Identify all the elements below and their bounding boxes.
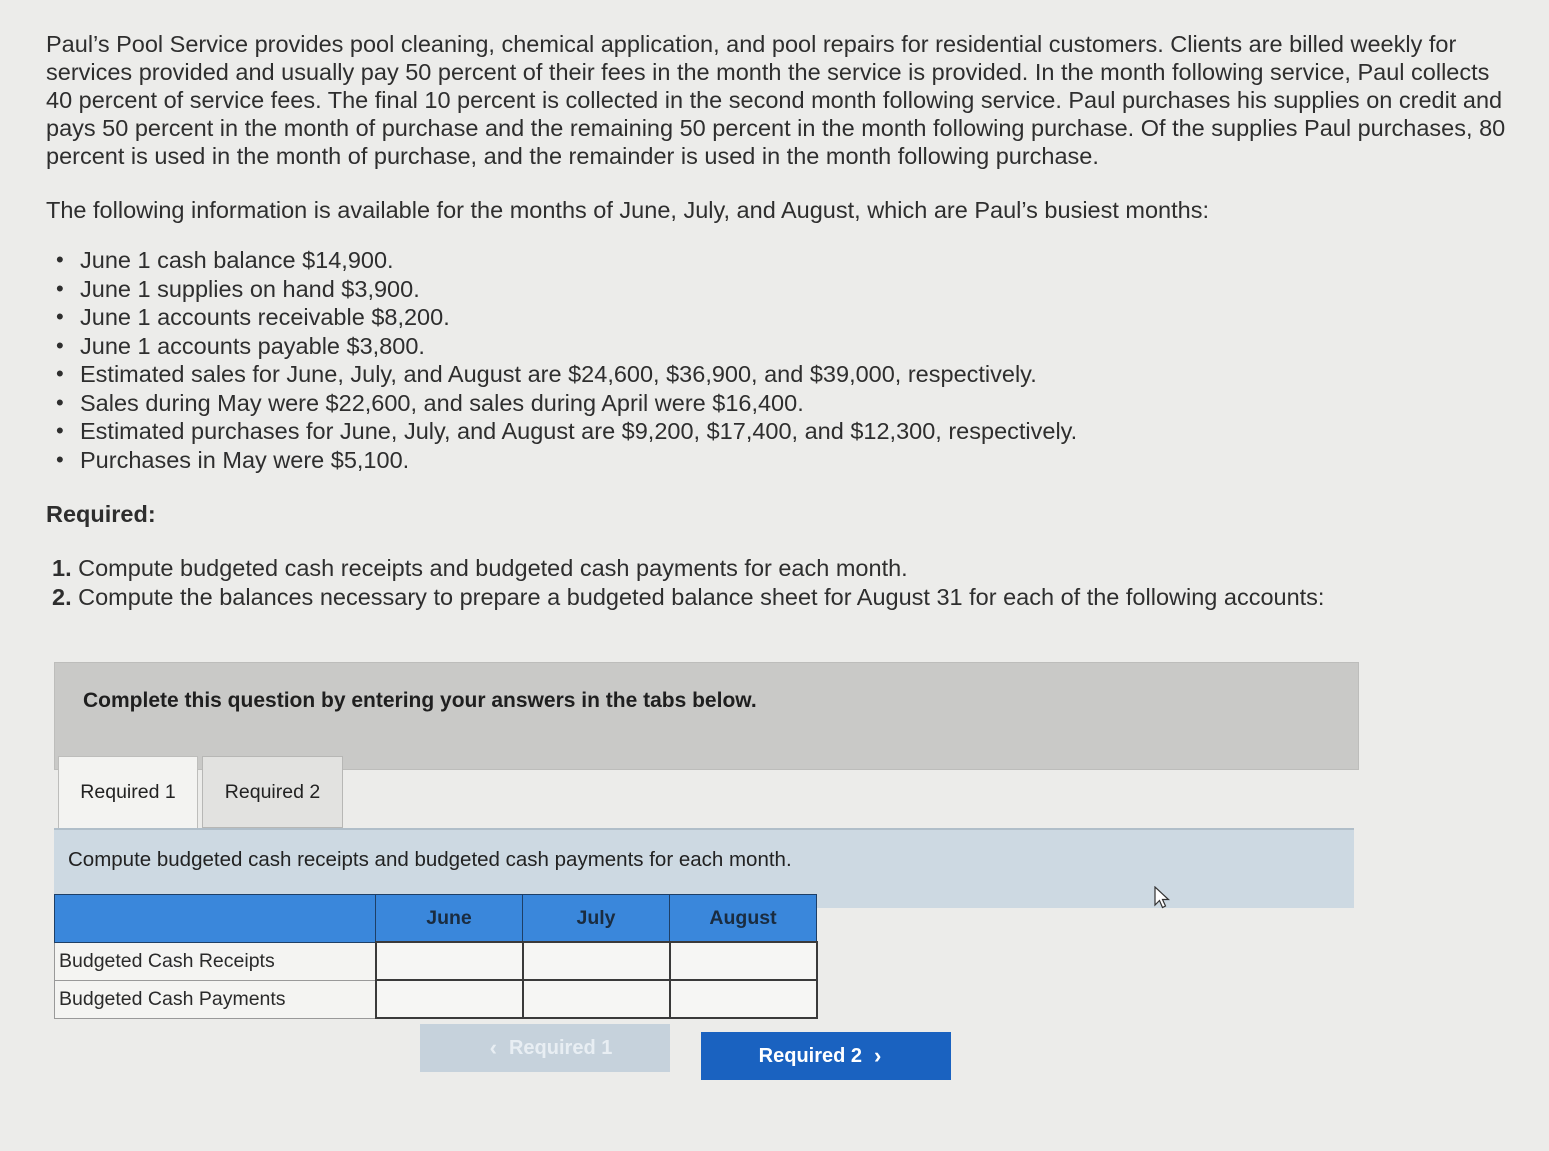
column-header-august: August xyxy=(670,895,817,943)
list-item: • Sales during May were $22,600, and sales during April were $16,400. xyxy=(56,389,804,416)
list-item: • Estimated sales for June, July, and August are $24,600, $36,900, and $39,000, respectively. xyxy=(56,361,1037,387)
required-heading: Required: xyxy=(46,501,156,527)
tab-required-2[interactable] xyxy=(202,756,343,828)
next-required-2-button[interactable] xyxy=(701,1032,951,1080)
list-item: • Purchases in May were $5,100. xyxy=(56,446,410,473)
header-corner xyxy=(55,895,376,943)
list-item: • June 1 accounts payable $3,800. xyxy=(56,332,425,359)
problem-paragraph-1: Paul’s Pool Service provides pool cleaning, chemical application, and pool repairs for residential customers. Clients are billed weekly for services provided and usually pay 50 percent of their fees in the month the service is provided. In the month following service, Paul collects 40 percent of service fees. The final 10 percent is collected in the second month following service. Paul purchases his supplies on credit and pays 50 percent in the month of purchase and the remaining 50 percent in the month following purchase. Of the supplies Paul purchases, 80 percent is used in the month of purchase, and the remainder is used in the month following purchase. xyxy=(46,31,1506,169)
problem-paragraph-2: The following information is available for the months of June, July, and August, which are Paul’s busiest months: xyxy=(46,197,1210,223)
list-item: • Estimated purchases for June, July, and August are $9,200, $17,400, and $12,300, respectively. xyxy=(56,418,1078,444)
next-button-label: Required 2 xyxy=(758,1044,863,1067)
input-cash-receipts-june[interactable] xyxy=(376,942,523,980)
row-label-cash-receipts: Budgeted Cash Receipts xyxy=(55,942,376,980)
instruction-banner xyxy=(54,662,1359,770)
answer-table xyxy=(54,894,818,1019)
table-header-row xyxy=(55,895,817,943)
bullet-icon: • xyxy=(56,446,64,472)
input-cash-receipts-july[interactable] xyxy=(523,942,670,980)
list-item: • June 1 accounts receivable $8,200. xyxy=(56,304,450,330)
mouse-pointer-icon xyxy=(1153,886,1173,910)
input-cash-payments-june[interactable] xyxy=(376,980,523,1018)
prev-button-label: Required 1 xyxy=(508,1036,613,1059)
bullet-icon: • xyxy=(56,275,64,301)
table-row xyxy=(55,980,817,1018)
row-label-cash-payments: Budgeted Cash Payments xyxy=(55,980,376,1018)
problem-statement xyxy=(46,30,1521,612)
column-header-july: July xyxy=(523,895,670,943)
chevron-left-icon: ‹ xyxy=(489,1035,497,1060)
chevron-right-icon: › xyxy=(874,1043,882,1068)
bullet-icon: • xyxy=(56,418,64,443)
tab-label: Required 2 xyxy=(224,780,321,803)
table-row xyxy=(55,942,817,980)
requirement-2: 2. Compute the balances necessary to prepare a budgeted balance sheet for August 31 for each of the following accounts: xyxy=(52,584,1325,610)
requirement-1: 1. Compute budgeted cash receipts and budgeted cash payments for each month. xyxy=(52,555,908,581)
input-cash-payments-july[interactable] xyxy=(523,980,670,1018)
tab-label: Required 1 xyxy=(80,781,176,803)
column-header-june: June xyxy=(376,895,523,943)
tab-required-1[interactable] xyxy=(58,756,198,828)
prev-required-1-button[interactable] xyxy=(420,1024,670,1072)
banner-text: Complete this question by entering your answers in the tabs below. xyxy=(83,689,757,712)
facts-list xyxy=(56,246,1521,474)
input-cash-receipts-august[interactable] xyxy=(670,942,817,980)
bullet-icon: • xyxy=(56,361,64,386)
panel-instruction: Compute budgeted cash receipts and budgeted cash payments for each month. xyxy=(68,848,792,871)
bullet-icon: • xyxy=(56,389,64,415)
bullet-icon: • xyxy=(56,332,64,358)
bullet-icon: • xyxy=(56,304,64,329)
list-item: • June 1 cash balance $14,900. xyxy=(56,247,394,273)
input-cash-payments-august[interactable] xyxy=(670,980,817,1018)
list-item: • June 1 supplies on hand $3,900. xyxy=(56,275,420,302)
requirements-list xyxy=(52,554,1521,612)
bullet-icon: • xyxy=(56,247,64,272)
